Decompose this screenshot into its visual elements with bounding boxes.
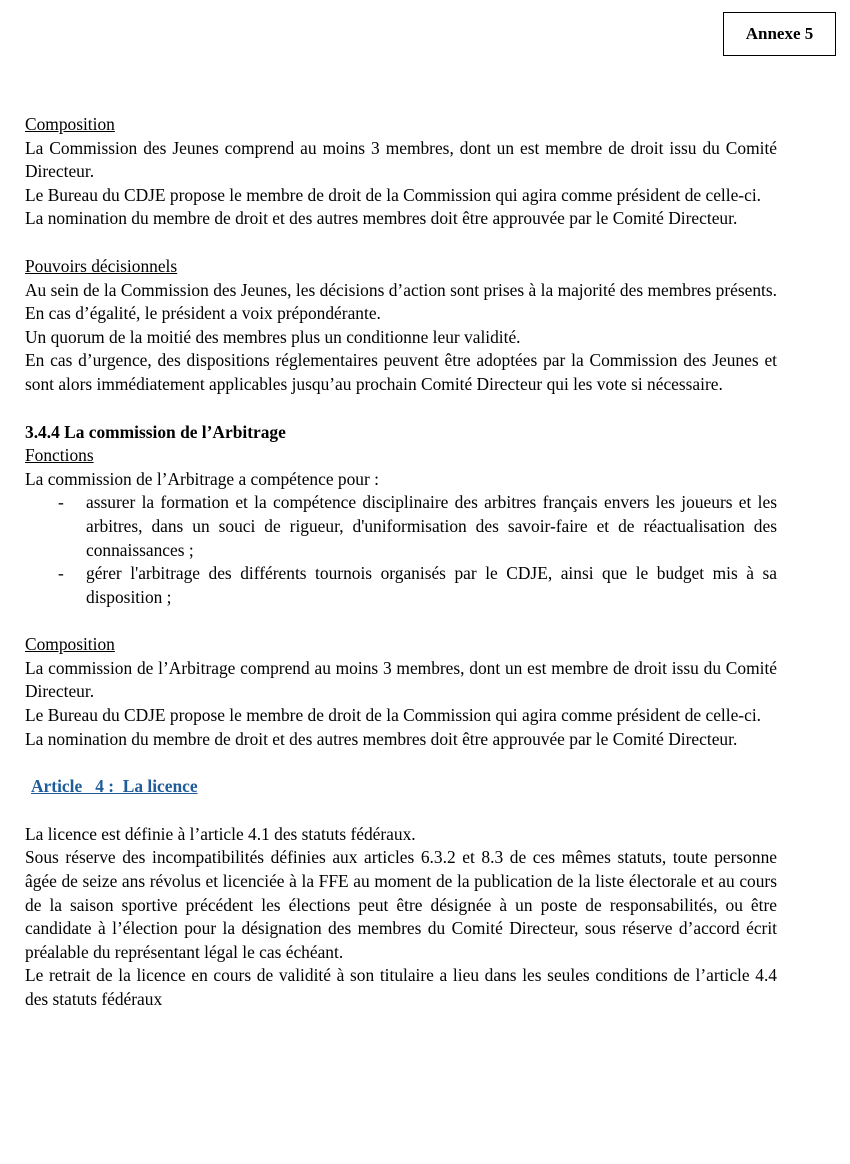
article-title: Article 4 : La licence	[31, 776, 198, 797]
paragraph: La nomination du membre de droit et des autres membres doit être approuvée par le Comité Directeur.	[25, 208, 738, 229]
paragraph: Le Bureau du CDJE propose le membre de droit de la Commission qui agira comme président de celle-ci.	[25, 705, 761, 726]
paragraph: La commission de l’Arbitrage comprend au moins 3 membres, dont un est membre de droit issu du Comité Directeur.	[25, 657, 777, 702]
paragraph: Un quorum de la moitié des membres plus un conditionne leur validité.	[25, 326, 521, 347]
dash-bullet: -	[58, 563, 64, 584]
pouvoirs-heading: Pouvoirs décisionnels	[25, 255, 178, 276]
document-body	[25, 113, 777, 1012]
list-item-text: assurer la formation et la compétence disciplinaire des arbitres français envers les joueurs et les arbitres, dans un souci de rigueur, d'uniformisation des savoir-faire et de réactualisation des connaissances ;	[86, 492, 777, 560]
paragraph: La nomination du membre de droit et des autres membres doit être approuvée par le Comité Directeur.	[25, 728, 738, 749]
paragraph: Le retrait de la licence en cours de validité à son titulaire a lieu dans les seules conditions de l’article 4.4 des statuts fédéraux	[25, 965, 777, 1009]
paragraph: La commission de l’Arbitrage a compétence pour :	[25, 468, 379, 489]
dash-bullet: -	[58, 492, 64, 513]
fonctions-list	[25, 491, 777, 609]
paragraph: Au sein de la Commission des Jeunes, les décisions d’action sont prises à la majorité des membres présents. En cas d’égalité, le président a voix prépondérante.	[25, 279, 777, 324]
fonctions-heading: Fonctions	[25, 445, 94, 466]
composition-heading: Composition	[25, 114, 115, 134]
paragraph: Le Bureau du CDJE propose le membre de droit de la Commission qui agira comme président de celle-ci.	[25, 184, 761, 205]
paragraph: Sous réserve des incompatibilités définies aux articles 6.3.2 et 8.3 de ces mêmes statuts, toute personne âgée de seize ans révolus et licenciée à la FFE au moment de la publication de la liste électorale et au cours de la saison sportive précédent les élections peut être désignée à un poste de responsabilités, ou être candidate à l’élection pour la désignation des membres du Comité Directeur, sous réserve d’accord écrit préalable du représentant légal le cas échéant.	[25, 847, 777, 962]
list-item	[25, 562, 777, 609]
annexe-label: Annexe 5	[723, 12, 836, 56]
paragraph: En cas d’urgence, des dispositions réglementaires peuvent être adoptées par la Commission des Jeunes et sont alors immédiatement applicables jusqu’au prochain Comité Directeur qui les vote si nécessaire.	[25, 350, 777, 394]
section-title: 3.4.4 La commission de l’Arbitrage	[25, 421, 286, 442]
composition-heading: Composition	[25, 634, 115, 655]
list-item-text: gérer l'arbitrage des différents tournois organisés par le CDJE, ainsi que le budget mis à sa disposition ;	[86, 563, 777, 607]
list-item	[25, 491, 777, 562]
paragraph: La Commission des Jeunes comprend au moins 3 membres, dont un est membre de droit issu du Comité Directeur.	[25, 137, 777, 182]
paragraph: La licence est définie à l’article 4.1 des statuts fédéraux.	[25, 823, 416, 844]
